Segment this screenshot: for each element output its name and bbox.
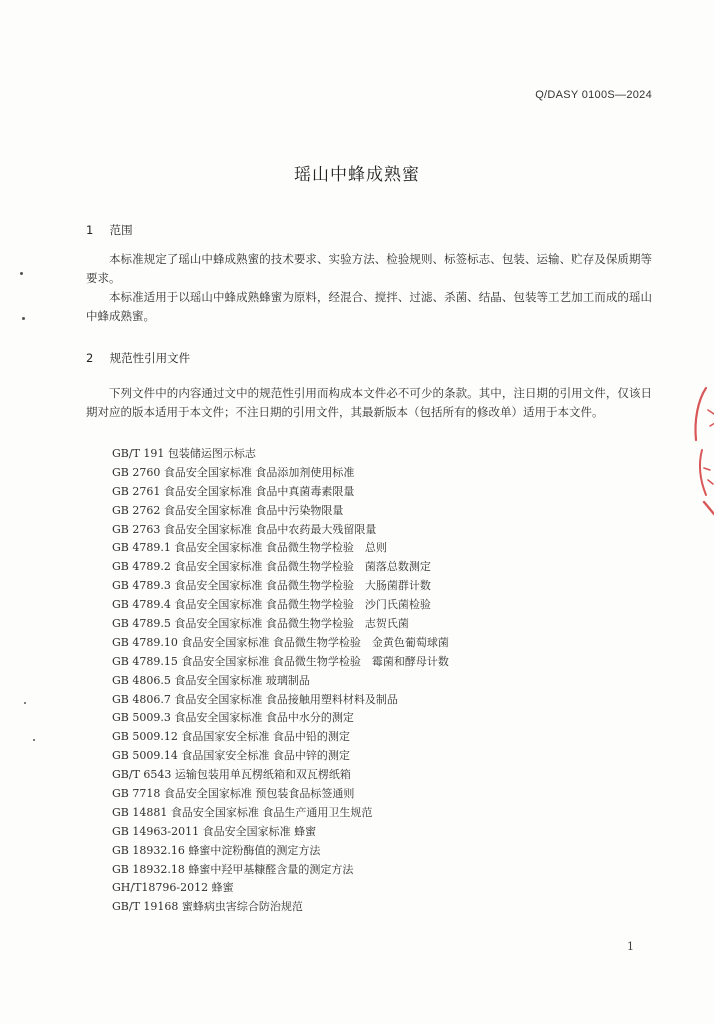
reference-item: GB/T 6543 运输包装用单瓦楞纸箱和双瓦楞纸箱: [112, 768, 351, 782]
section-1-heading: [86, 222, 133, 238]
seal-stamp-partial: [684, 380, 714, 520]
reference-item: GB 2762 食品安全国家标准 食品中污染物限量: [112, 503, 344, 517]
reference-item: GH/T18796-2012 蜂蜜: [112, 881, 234, 895]
scan-speck: [22, 317, 25, 320]
references-intro: 下列文件中的内容通过文中的规范性引用而构成本文件必不可少的条款。其中，注日期的引用文件，仅该日期对应的版本适用于本文件；不注日期的引用文件，其最新版本（包括所有的修改单）适用于本文件。: [86, 386, 652, 419]
seal-stroke: [700, 450, 706, 495]
document-code: Q/DASY 0100S—2024: [535, 89, 652, 101]
reference-item: GB 4789.10 食品安全国家标准 食品微生物学检验 金黄色葡萄球菌: [112, 635, 449, 649]
reference-item: GB 4789.2 食品安全国家标准 食品微生物学检验 菌落总数测定: [112, 560, 431, 574]
section-2-title: 规范性引用文件: [109, 351, 191, 365]
seal-stroke: [695, 388, 706, 440]
scan-speck: [33, 739, 35, 741]
page-number: 1: [627, 940, 634, 953]
seal-stroke: [704, 502, 714, 514]
reference-item: GB 14963-2011 食品安全国家标准 蜂蜜: [112, 824, 317, 838]
reference-item: GB 4789.5 食品安全国家标准 食品微生物学检验 志贺氏菌: [112, 617, 409, 631]
reference-item: GB 4789.1 食品安全国家标准 食品微生物学检验 总则: [112, 541, 387, 555]
reference-item: GB 4789.15 食品安全国家标准 食品微生物学检验 霉菌和酵母计数: [112, 654, 449, 668]
scope-paragraph-1: 本标准规定了瑶山中蜂成熟蜜的技术要求、实验方法、检验规则、标签标志、包装、运输、贮存及保质期等要求。: [86, 252, 652, 285]
reference-item: GB 5009.3 食品安全国家标准 食品中水分的测定: [112, 711, 354, 725]
reference-item: GB 2760 食品安全国家标准 食品添加剂使用标准: [112, 465, 355, 479]
document-title: 瑶山中蜂成熟蜜: [294, 165, 420, 185]
reference-item: GB 2763 食品安全国家标准 食品中农药最大残留限量: [112, 522, 377, 536]
reference-item: GB 5009.14 食品国家安全标准 食品中锌的测定: [112, 749, 350, 763]
reference-item: GB 4806.5 食品安全国家标准 玻璃制品: [112, 673, 310, 687]
reference-item: GB 5009.12 食品国家安全标准 食品中铅的测定: [112, 730, 350, 744]
reference-item: GB 7718 食品安全国家标准 预包装食品标签通则: [112, 787, 355, 801]
reference-item: GB 4806.7 食品安全国家标准 食品接触用塑料材料及制品: [112, 692, 398, 706]
reference-item: GB 18932.18 蜂蜜中羟甲基糠醛含量的测定方法: [112, 862, 354, 876]
seal-stroke: [704, 410, 714, 484]
reference-item: GB 14881 食品安全国家标准 食品生产通用卫生规范: [112, 805, 373, 819]
reference-item: GB 18932.16 蜂蜜中淀粉酶值的测定方法: [112, 843, 321, 857]
section-1-number: 1: [86, 223, 94, 237]
section-2-heading: [86, 350, 190, 366]
reference-item: GB 4789.4 食品安全国家标准 食品微生物学检验 沙门氏菌检验: [112, 598, 431, 612]
scan-speck: [24, 702, 26, 704]
reference-list: [112, 445, 449, 917]
scope-paragraph-2: 本标准适用于以瑶山中蜂成熟蜂蜜为原料，经混合、搅拌、过滤、杀菌、结晶、包装等工艺加工而成的瑶山中蜂成熟蜜。: [86, 290, 652, 323]
reference-item: GB 2761 食品安全国家标准 食品中真菌毒素限量: [112, 484, 355, 498]
reference-item: GB/T 191 包装储运图示标志: [112, 447, 256, 460]
scan-speck: [20, 272, 23, 275]
reference-item: GB/T 19168 蜜蜂病虫害综合防治规范: [112, 900, 303, 914]
section-2-number: 2: [86, 351, 94, 365]
reference-item: GB 4789.3 食品安全国家标准 食品微生物学检验 大肠菌群计数: [112, 579, 431, 593]
section-1-title: 范围: [109, 223, 133, 237]
